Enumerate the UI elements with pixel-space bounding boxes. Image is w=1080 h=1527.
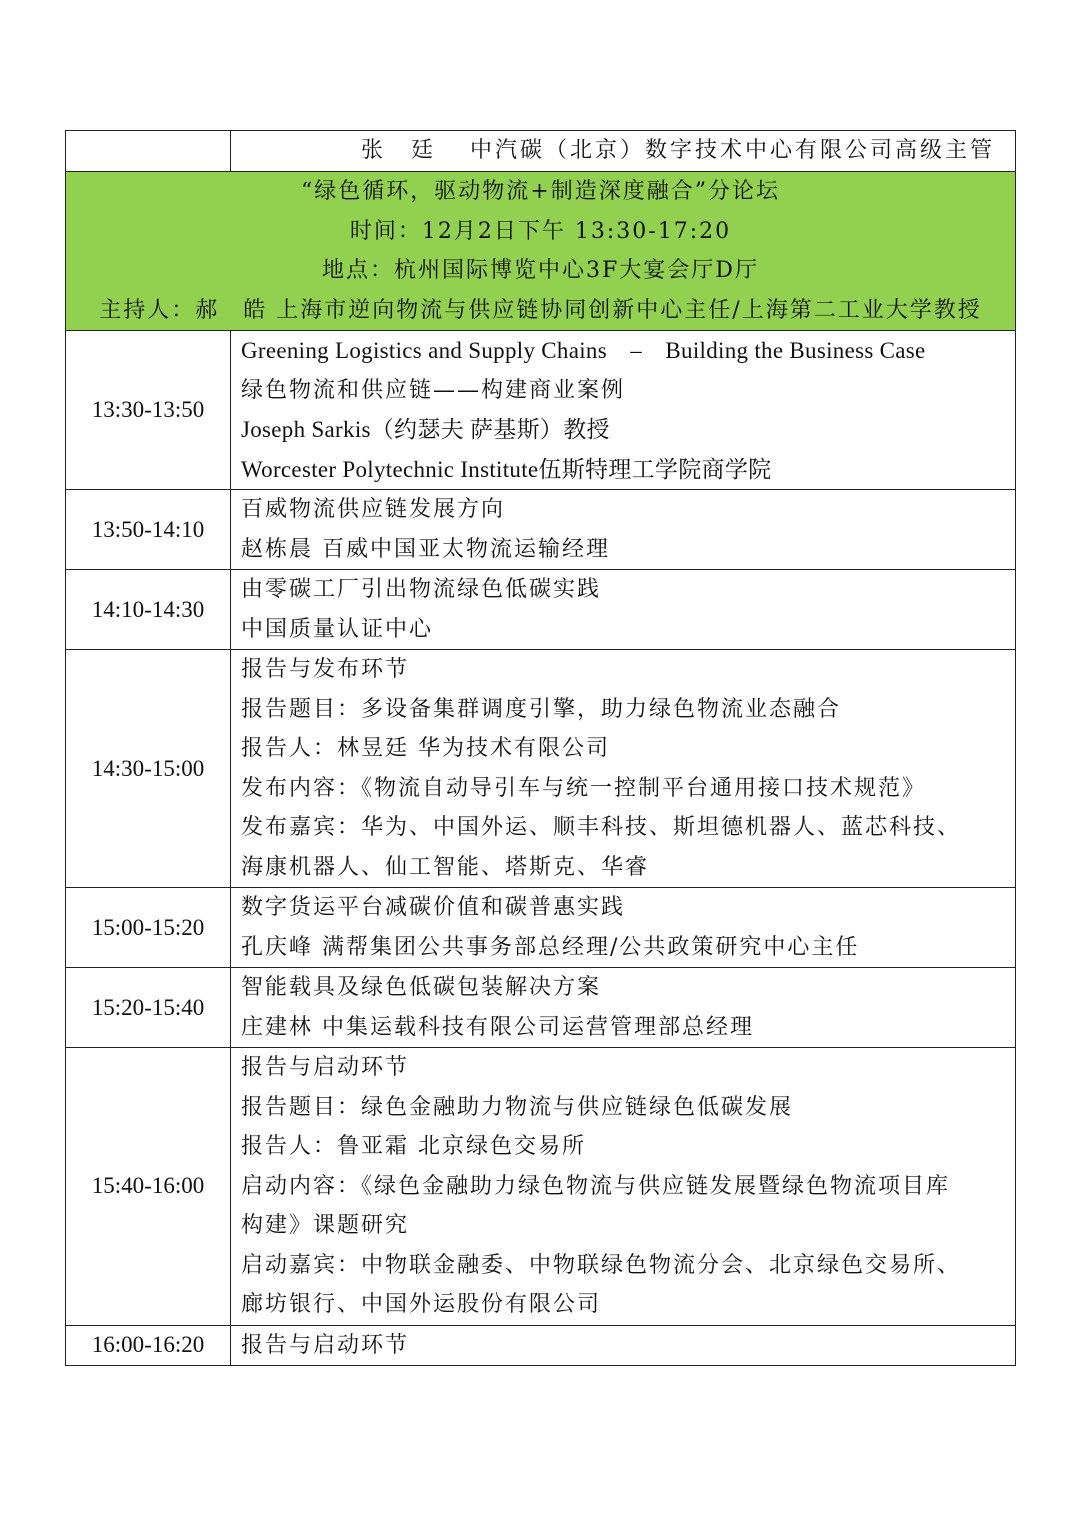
session-details [231,1048,1016,1326]
session-line: Greening Logistics and Supply Chains – Building the Business Case [241,338,926,363]
session-row [66,650,1016,888]
session-line: 启动内容：《绿色金融助力绿色物流与供应链发展暨绿色物流项目库 [241,1173,951,1199]
session-line: 报告题目：绿色金融助力物流与供应链绿色低碳发展 [241,1094,794,1120]
session-time: 15:00-15:20 [66,888,231,968]
session-line: 报告人：林昱廷 华为技术有限公司 [241,736,610,761]
session-time: 16:00-16:20 [66,1325,231,1366]
forum-header-row [66,172,1016,331]
session-details [231,888,1016,968]
session-line: Joseph Sarkis（约瑟夫 萨基斯）教授 [241,417,610,442]
session-row [66,888,1016,968]
session-details [231,331,1016,490]
session-details [231,490,1016,570]
session-time: 13:50-14:10 [66,490,231,570]
session-line: 报告与发布环节 [241,657,410,682]
top-speaker-cell [231,131,1016,172]
session-line: 中国质量认证中心 [241,616,434,642]
session-line: 报告题目：多设备集群调度引擎，助力绿色物流业态融合 [241,696,842,722]
forum-time: 时间：12月2日下午 13:30-17:20 [349,218,732,244]
session-line: 海康机器人、仙工智能、塔斯克、华睿 [241,854,650,880]
session-line: 构建》课题研究 [241,1213,410,1238]
session-line: 报告与启动环节 [241,1332,410,1358]
session-line: 智能载具及绿色低碳包装解决方案 [241,975,602,1000]
top-speaker-name: 张 廷 [361,138,437,163]
session-line: 发布嘉宾：华为、中国外运、顺丰科技、斯坦德机器人、蓝芯科技、 [241,815,962,840]
session-line: Worcester Polytechnic Institute伍斯特理工学院商学院 [241,456,772,482]
session-line: 由零碳工厂引出物流绿色低碳实践 [241,577,602,602]
forum-title: “绿色循环，驱动物流+制造深度融合”分论坛 [301,179,780,204]
top-speaker-time-cell [66,131,231,172]
session-time: 15:20-15:40 [66,968,231,1048]
session-line: 启动嘉宾：中物联金融委、中物联绿色物流分会、北京绿色交易所、 [241,1252,962,1278]
session-details [231,650,1016,888]
session-row [66,331,1016,490]
top-speaker-line [231,132,1015,170]
top-speaker-title: 中汽碳（北京）数字技术中心有限公司高级主管 [470,138,996,163]
session-time: 14:10-14:30 [66,570,231,650]
session-time: 13:30-13:50 [66,331,231,490]
session-line: 数字货运平台减碳价值和碳普惠实践 [241,895,626,920]
session-line: 廊坊银行、中国外运股份有限公司 [241,1292,602,1317]
session-line: 绿色物流和供应链——构建商业案例 [241,377,626,403]
session-line: 报告人：鲁亚霜 北京绿色交易所 [241,1134,586,1159]
session-line: 报告与启动环节 [241,1055,410,1080]
session-line: 发布内容：《物流自动导引车与统一控制平台通用接口技术规范》 [241,775,927,801]
session-row [66,968,1016,1048]
session-line: 赵栋晨 百威中国亚太物流运输经理 [241,536,610,562]
session-line: 庄建林 中集运载科技有限公司运营管理部总经理 [241,1014,754,1040]
session-line: 百威物流供应链发展方向 [241,497,506,522]
session-row [66,570,1016,650]
session-line: 孔庆峰 满帮集团公共事务部总经理/公共政策研究中心主任 [241,934,860,960]
agenda-table [65,130,1016,1366]
top-speaker-row [66,131,1016,172]
forum-location: 地点：杭州国际博览中心3F大宴会厅D厅 [322,258,759,283]
forum-host: 主持人：郝 皓 上海市逆向物流与供应链协同创新中心主任/上海第二工业大学教授 [99,297,982,323]
session-time: 15:40-16:00 [66,1048,231,1326]
session-row [66,1048,1016,1326]
session-details [231,570,1016,650]
session-time: 14:30-15:00 [66,650,231,888]
session-details [231,1325,1016,1366]
session-row [66,1325,1016,1366]
forum-header-cell [66,172,1016,331]
session-row [66,490,1016,570]
session-details [231,968,1016,1048]
